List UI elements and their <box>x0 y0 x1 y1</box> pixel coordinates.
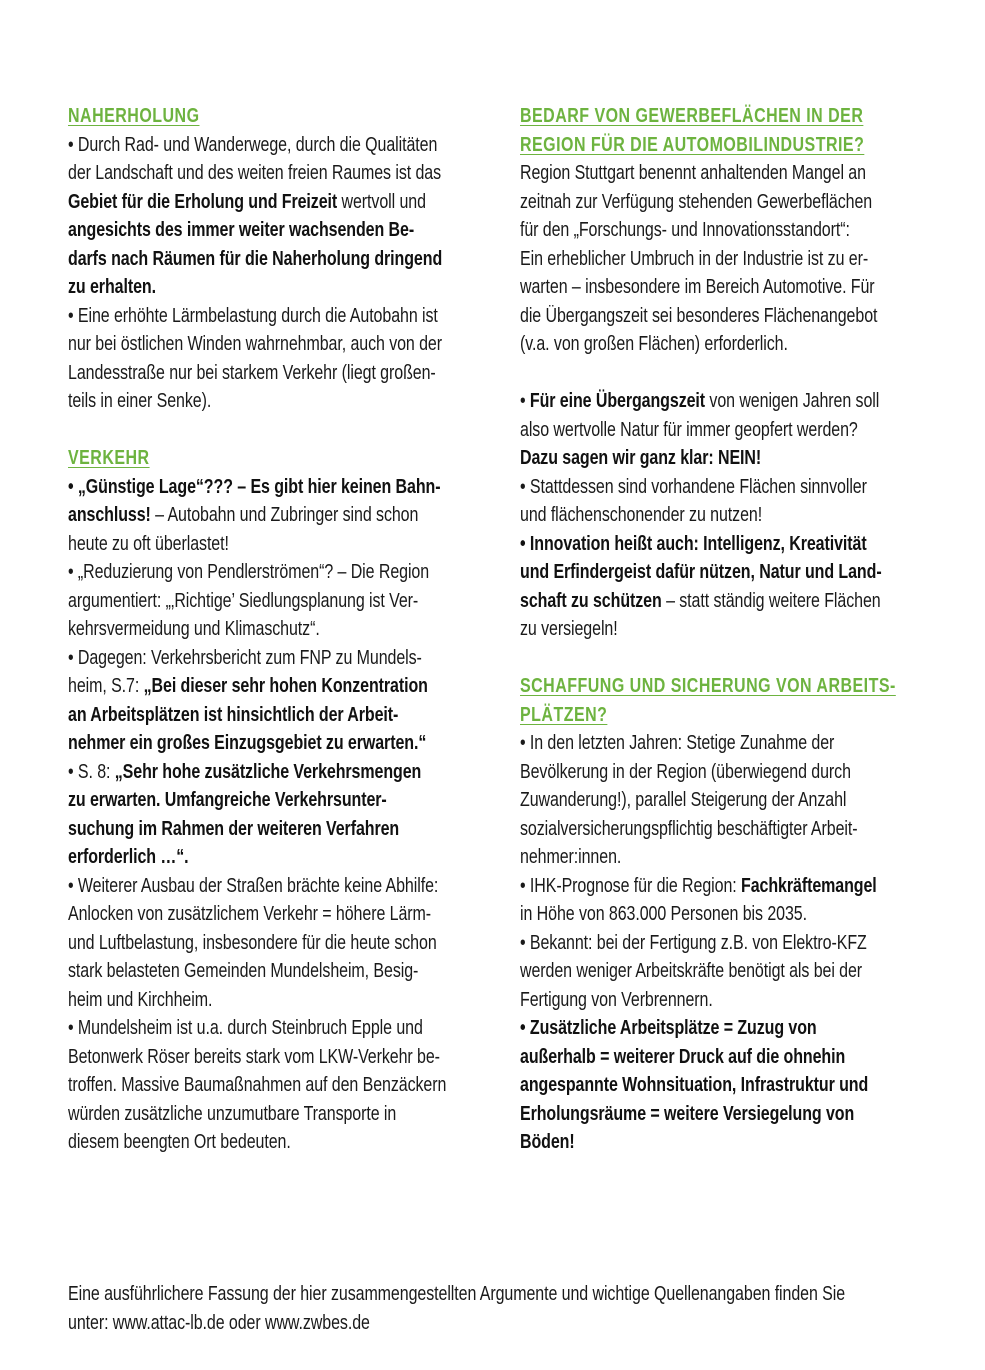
text-run: • S. 8: <box>68 760 115 783</box>
text-line <box>520 530 867 559</box>
text-line <box>68 986 412 1015</box>
bold-text: Böden! <box>520 1131 575 1153</box>
text-run: der Landschaft und des weiten freien Raumes ist das <box>68 162 442 184</box>
section-gap <box>68 416 498 445</box>
text-run: Anlocken von zusätzlichem Verkehr = höhere Lärm- <box>68 903 432 925</box>
text-line <box>520 1071 869 1100</box>
text-run: troffen. Massive Baumaßnahmen auf den Benzäckern <box>68 1074 447 1096</box>
text-line <box>520 587 881 616</box>
text-line <box>68 216 415 245</box>
footer-note <box>68 1280 968 1337</box>
bold-text: darfs nach Räumen für die Naherholung dringend <box>68 247 443 270</box>
bold-text: zu erwarten. Umfangreiche Verkehrsunter- <box>68 789 387 811</box>
text-run: also wertvolle Natur für immer geopfert werden? <box>520 418 858 441</box>
bold-text: • „Günstige Lage“??? – Es gibt hier keinen Bahn- <box>68 475 441 498</box>
bold-text: Erholungsräume = weitere Versiegelung von <box>520 1102 855 1125</box>
text-run: • Mundelsheim ist u.a. durch Steinbruch Epple und <box>68 1017 423 1039</box>
text-line <box>520 159 866 188</box>
text-line <box>520 986 856 1015</box>
text-line <box>68 501 419 530</box>
text-line <box>68 957 419 986</box>
text-line <box>68 1014 423 1043</box>
text-line <box>520 330 856 359</box>
text-run: heim, S.7: <box>68 675 144 697</box>
text-line <box>520 387 880 416</box>
text-line <box>520 1014 856 1043</box>
text-run: • IHK-Prognose für die Region: <box>520 874 742 897</box>
text-run: – statt ständig weitere Flächen <box>661 589 881 612</box>
text-run: Ein erheblicher Umbruch in der Industrie ist zu er- <box>520 247 869 270</box>
text-line <box>68 159 442 188</box>
text-run: nehmer:innen. <box>520 846 622 868</box>
text-run: Region Stuttgart benennt anhaltenden Mangel an <box>520 162 866 184</box>
section-heading: SCHAFFUNG UND SICHERUNG VON ARBEITS- <box>520 675 896 697</box>
text-run: und Luftbelastung, insbesondere für die heute schon <box>68 931 437 954</box>
text-line <box>520 501 856 530</box>
text-run: argumentiert: „‚Richtige’ Siedlungsplanung ist Ver- <box>68 589 419 612</box>
section-heading: REGION FÜR DIE AUTOMOBILINDUSTRIE? <box>520 133 865 156</box>
text-line <box>68 929 437 958</box>
bold-text: „Bei dieser sehr hohen Konzentration <box>143 675 428 697</box>
text-line <box>68 131 438 160</box>
bold-text: anschluss! <box>68 504 151 526</box>
text-run: teils in einer Senke). <box>68 390 212 412</box>
left-column <box>68 102 498 1157</box>
text-run: für den „Forschungs- und Innovationsstandort“: <box>520 219 850 241</box>
text-run: wertvoll und <box>337 190 426 213</box>
bold-text: zu erhalten. <box>68 276 156 298</box>
text-run: • „Reduzierung von Pendlerströmen“? – Die Region <box>68 561 430 583</box>
text-run: Bevölkerung in der Region (überwiegend durch <box>520 760 851 783</box>
text-run: • Stattdessen sind vorhandene Flächen sinnvoller <box>520 475 867 498</box>
text-run: zeitnah zur Verfügung stehenden Gewerbeflächen <box>520 190 873 213</box>
text-run: diesem beengten Ort bedeuten. <box>68 1131 291 1153</box>
right-section-0 <box>520 102 940 644</box>
section-heading: BEDARF VON GEWERBEFLÄCHEN IN DER <box>520 105 864 127</box>
text-line <box>68 587 419 616</box>
text-line <box>68 758 422 787</box>
bold-text: an Arbeitsplätzen ist hinsichtlich der Arbeit- <box>68 703 399 726</box>
text-run: die Übergangszeit sei besonderes Flächenangebot <box>520 304 878 327</box>
text-line <box>520 1043 856 1072</box>
section-heading: NAHERHOLUNG <box>68 105 200 127</box>
text-line <box>520 473 867 502</box>
text-line <box>68 273 412 302</box>
bold-text: • Zusätzliche Arbeitsplätze = Zuzug von <box>520 1017 817 1039</box>
text-run: • Weiterer Ausbau der Straßen brächte keine Abhilfe: <box>68 874 439 897</box>
text-run: • Dagegen: Verkehrsbericht zum FNP zu Mundels- <box>68 646 422 669</box>
bold-text: Gebiet für die Erholung und Freizeit <box>68 190 338 213</box>
text-line <box>68 302 438 331</box>
text-line <box>520 188 873 217</box>
text-line <box>68 1071 447 1100</box>
text-run: Zuwanderung!), parallel Steigerung der Anzahl <box>520 789 847 811</box>
text-line <box>68 558 430 587</box>
text-line <box>520 216 856 245</box>
text-line <box>68 729 427 758</box>
text-line <box>68 843 412 872</box>
section-gap <box>520 644 940 673</box>
text-run: – Autobahn und Zubringer sind schon <box>150 504 419 526</box>
text-run: und flächenschonender zu nutzen! <box>520 504 763 526</box>
paragraph-gap <box>520 359 940 388</box>
text-run: • In den letzten Jahren: Stetige Zunahme der <box>520 732 835 754</box>
text-run: heim und Kirchheim. <box>68 988 213 1011</box>
text-run: • Eine erhöhte Lärmbelastung durch die Autobahn ist <box>68 304 438 327</box>
text-run: kehrsvermeidung und Klimaschutz“. <box>68 618 320 640</box>
bold-text: schaft zu schützen <box>520 589 662 612</box>
text-line <box>520 929 867 958</box>
section-heading: VERKEHR <box>68 447 150 469</box>
right-section-1 <box>520 644 940 1157</box>
text-line <box>68 359 436 388</box>
text-line <box>520 786 856 815</box>
bold-text: und Erfindergeist dafür nützen, Natur und Land- <box>520 561 882 583</box>
bold-text: erforderlich …“. <box>68 846 189 868</box>
text-run: • Bekannt: bei der Fertigung z.B. von Elektro-KFZ <box>520 931 867 954</box>
text-line <box>68 644 422 673</box>
text-run: Fertigung von Verbrennern. <box>520 988 713 1011</box>
text-line <box>520 900 856 929</box>
text-line <box>68 188 426 217</box>
text-line <box>520 558 882 587</box>
text-line <box>520 615 856 644</box>
text-line <box>520 957 863 986</box>
text-line <box>520 245 869 274</box>
text-line <box>68 1100 412 1129</box>
text-run: (v.a. von großen Flächen) erforderlich. <box>520 333 788 355</box>
bold-text: Dazu sagen wir ganz klar: NEIN! <box>520 447 762 469</box>
text-run: würden zusätzliche unzumutbare Transporte in <box>68 1102 397 1125</box>
text-run: Betonwerk Röser bereits stark vom LKW-Verkehr be- <box>68 1045 440 1068</box>
text-run: von wenigen Jahren soll <box>705 390 880 412</box>
text-run: in Höhe von 863.000 Personen bis 2035. <box>520 903 807 925</box>
text-run: • Durch Rad- und Wanderwege, durch die Qualitäten <box>68 133 438 156</box>
text-run: • <box>520 390 530 412</box>
text-run: Landesstraße nur bei starkem Verkehr (liegt großen- <box>68 361 436 384</box>
text-line <box>68 1043 440 1072</box>
text-line <box>68 900 432 929</box>
text-line <box>520 872 877 901</box>
text-run: warten – insbesondere im Bereich Automotive. Für <box>520 276 875 298</box>
bold-text: angesichts des immer weiter wachsenden Be- <box>68 219 415 241</box>
text-run: werden weniger Arbeitskräfte benötigt als bei der <box>520 960 863 982</box>
text-line <box>520 758 856 787</box>
text-line <box>520 1100 856 1129</box>
left-section-1 <box>68 416 498 1157</box>
bold-text: Für eine Übergangszeit <box>529 390 706 412</box>
bold-text: Fachkräftemangel <box>741 874 877 897</box>
bold-text: angespannte Wohnsituation, Infrastruktur und <box>520 1074 869 1096</box>
bold-text: nehmer ein großes Einzugsgebiet zu erwarten.“ <box>68 732 427 754</box>
text-line <box>520 729 856 758</box>
text-line <box>68 672 428 701</box>
bold-text: • Innovation heißt auch: Intelligenz, Kreativität <box>520 532 867 555</box>
text-line <box>68 245 443 274</box>
text-line <box>68 615 412 644</box>
right-column <box>520 102 940 1157</box>
text-line <box>520 273 875 302</box>
text-line <box>68 387 412 416</box>
text-line <box>68 330 443 359</box>
text-line <box>68 701 412 730</box>
text-line <box>520 1128 856 1157</box>
text-line <box>68 473 441 502</box>
footer-line-1: Eine ausführlichere Fassung der hier zusammengestellten Argumente und wichtige Quellenangaben finden Sie <box>68 1283 846 1305</box>
text-line <box>520 815 856 844</box>
text-run: nur bei östlichen Winden wahrnehmbar, auch von der <box>68 333 443 355</box>
text-line <box>520 302 878 331</box>
bold-text: suchung im Rahmen der weiteren Verfahren <box>68 817 400 840</box>
text-run: zu versiegeln! <box>520 618 618 640</box>
text-line <box>68 1128 412 1157</box>
text-line <box>68 815 412 844</box>
text-line <box>520 444 856 473</box>
text-line <box>68 530 412 559</box>
text-run: sozialversicherungspflichtig beschäftigter Arbeit- <box>520 817 858 840</box>
footer-line-2: unter: www.attac-lb.de oder www.zwbes.de <box>68 1311 370 1334</box>
text-line <box>520 843 856 872</box>
left-section-0 <box>68 102 498 416</box>
text-line <box>68 786 412 815</box>
bold-text: außerhalb = weiterer Druck auf die ohnehin <box>520 1045 846 1068</box>
section-heading: PLÄTZEN? <box>520 703 608 726</box>
text-line <box>68 872 439 901</box>
text-run: heute zu oft überlastet! <box>68 532 229 555</box>
bold-text: „Sehr hohe zusätzliche Verkehrsmengen <box>114 760 422 783</box>
text-line <box>520 416 856 445</box>
text-run: stark belasteten Gemeinden Mundelsheim, Besig- <box>68 960 419 982</box>
